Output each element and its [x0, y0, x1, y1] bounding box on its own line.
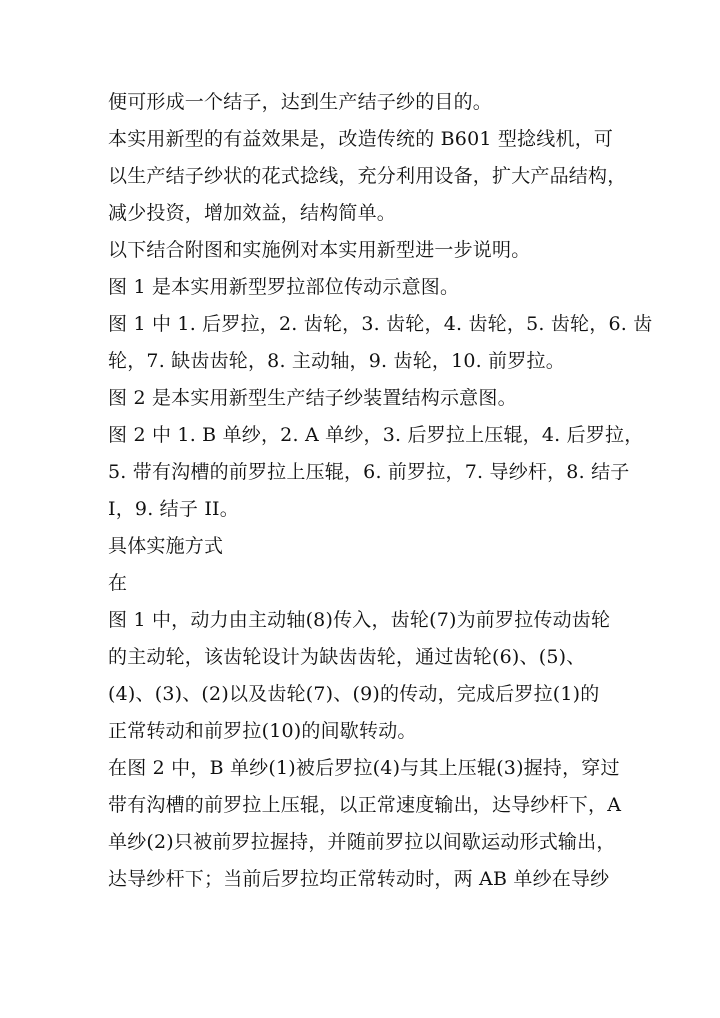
- text-line: 图 2 中 1. B 单纱，2. A 单纱，3. 后罗拉上压辊，4. 后罗拉，: [108, 424, 644, 446]
- text-line: 图 1 中 1. 后罗拉，2. 齿轮，3. 齿轮，4. 齿轮，5. 齿轮，6. 齿: [108, 313, 653, 335]
- text-line: 减少投资，增加效益，结构简单。: [108, 202, 397, 224]
- text-line: 轮，7. 缺齿齿轮，8. 主动轴，9. 齿轮，10. 前罗拉。: [108, 350, 565, 372]
- text-line: 在图 2 中，B 单纱(1)被后罗拉(4)与其上压辊(3)握持，穿过: [108, 757, 620, 779]
- text-line: (4)、(3)、(2)以及齿轮(7)、(9)的传动，完成后罗拉(1)的: [108, 683, 600, 705]
- text-line: 带有沟槽的前罗拉上压辊，以正常速度输出，达导纱杆下，A: [108, 794, 622, 816]
- text-line: 在: [108, 572, 128, 594]
- text-line: 图 1 是本实用新型罗拉部位传动示意图。: [108, 276, 460, 298]
- text-line: 正常转动和前罗拉(10)的间歇转动。: [108, 720, 417, 742]
- text-line: 单纱(2)只被前罗拉握持，并随前罗拉以间歇运动形式输出，: [108, 831, 616, 853]
- text-line: I，9. 结子 II。: [108, 498, 239, 520]
- text-line: 以生产结子纱状的花式捻线，充分利用设备，扩大产品结构，: [108, 165, 627, 187]
- text-line: 便可形成一个结子，达到生产结子纱的目的。: [108, 91, 493, 113]
- body-text: [108, 84, 653, 898]
- text-line: 图 1 中，动力由主动轴(8)传入，齿轮(7)为前罗拉传动齿轮: [108, 609, 611, 631]
- text-line: 图 2 是本实用新型生产结子纱装置结构示意图。: [108, 387, 517, 409]
- text-line: 达导纱杆下；当前后罗拉均正常转动时，两 AB 单纱在导纱: [108, 868, 610, 890]
- section-heading: 具体实施方式: [108, 535, 224, 557]
- text-line: 以下结合附图和实施例对本实用新型进一步说明。: [108, 239, 531, 261]
- text-line: 本实用新型的有益效果是，改造传统的 B601 型捻线机，可: [108, 128, 614, 150]
- text-line: 的主动轮，该齿轮设计为缺齿齿轮，通过齿轮(6)、(5)、: [108, 646, 586, 668]
- text-line: 5. 带有沟槽的前罗拉上压辊，6. 前罗拉，7. 导纱杆，8. 结子: [108, 461, 630, 483]
